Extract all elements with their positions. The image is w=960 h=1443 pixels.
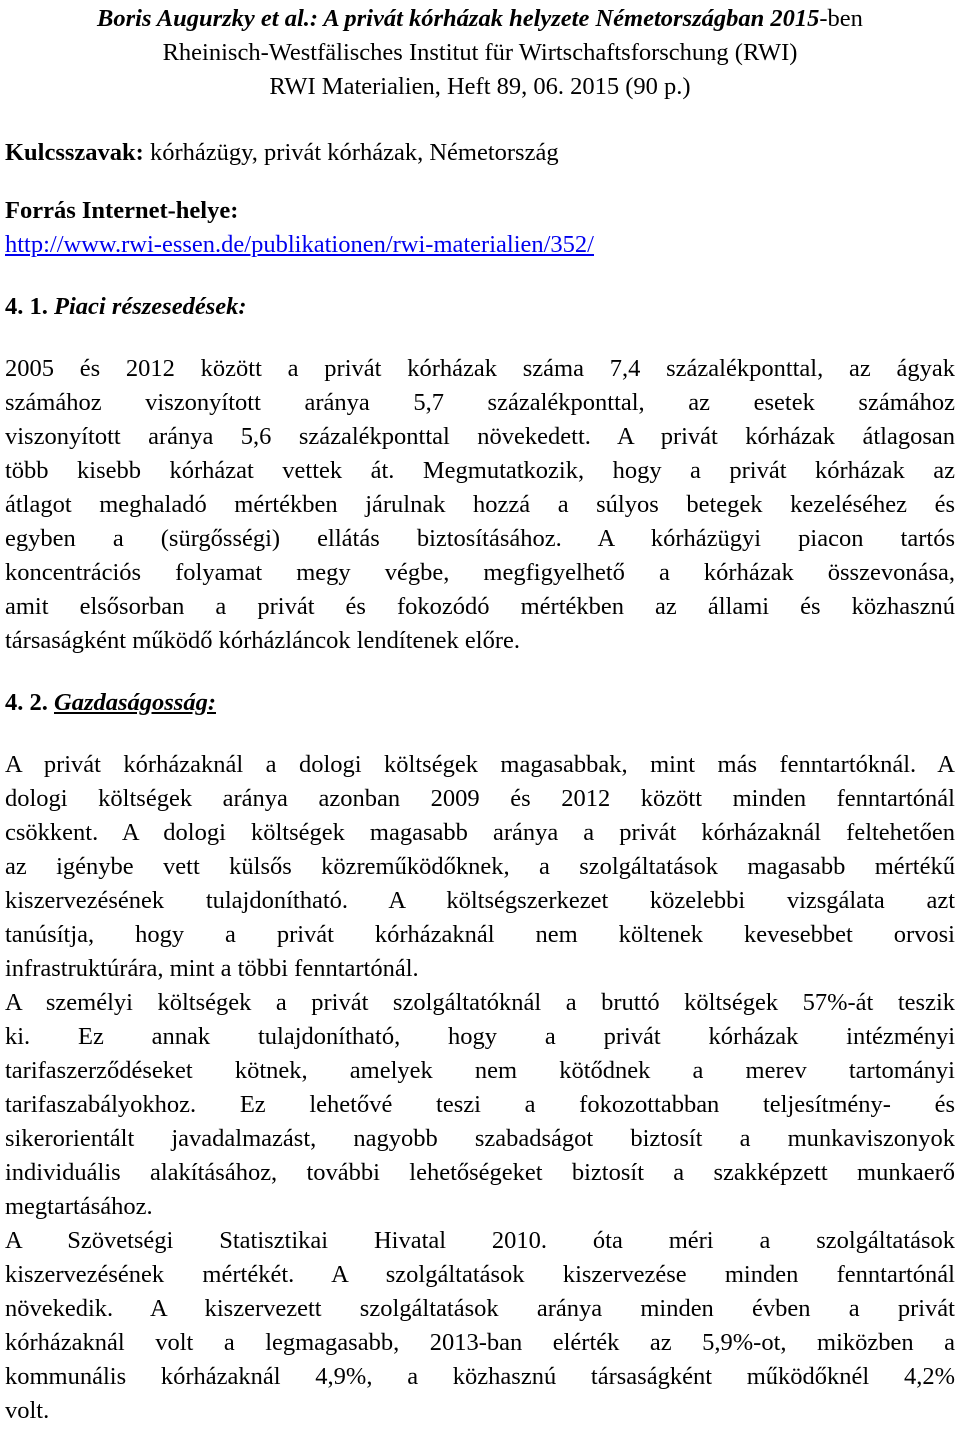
text-line: koncentrációs folyamat megy végbe, megfigyelhető a kórházak összevonása, [5,559,955,586]
section-number: 4. 1. [5,293,54,320]
header-institute: Rheinisch-Westfälisches Institut für Wirtschaftsforschung (RWI) [162,39,798,66]
text-line: volt. [5,1397,50,1424]
text-line: megtartásához. [5,1193,153,1220]
section-title: Gazdaságosság: [54,689,216,716]
text-line: egyben a (sürgősségi) ellátás biztosításához. A kórházügyi piacon tartós [5,525,955,552]
document-header [5,0,955,104]
paragraph-market-share [5,352,955,658]
text-line: kommunális kórházaknál 4,9%, a közhasznú társaságként működőknél 4,2% [5,1363,955,1390]
text-line: sikerorientált javadalmazást, nagyobb szabadságot biztosít a munkaviszonyok [5,1125,955,1152]
text-line: tarifaszabályokhoz. Ez lehetővé teszi a fokozottabban teljesítmény- és [5,1091,955,1118]
text-line: kiszervezésének tulajdonítható. A költségszerkezet közelebbi vizsgálata azt [5,887,955,914]
section-number: 4. 2. [5,689,54,716]
paragraph-economy-2 [5,986,955,1224]
text-line: A személyi költségek a privát szolgáltatóknál a bruttó költségek 57%-át teszik [5,989,955,1016]
header-title: Boris Augurzky et al.: A privát kórházak helyzete Németországban 2015 [97,5,820,32]
text-line: növekedik. A kiszervezett szolgáltatások aránya minden évben a privát [5,1295,955,1322]
text-line: viszonyított aránya 5,6 százalékponttal növekedett. A privát kórházak átlagosan [5,423,955,450]
text-line: 2005 és 2012 között a privát kórházak száma 7,4 százalékponttal, az ágyak [5,355,955,382]
text-line: dologi költségek aránya azonban 2009 és 2012 között minden fenntartónál [5,785,955,812]
source-label: Forrás Internet-helye: [5,197,239,224]
text-line: tarifaszerződéseket kötnek, amelyek nem kötődnek a merev tartományi [5,1057,955,1084]
text-line: társaságként működő kórházláncok lendítenek előre. [5,627,520,654]
text-line: az igénybe vett külsős közreműködőknek, a szolgáltatások magasabb mértékű [5,853,955,880]
source-url-link[interactable]: http://www.rwi-essen.de/publikationen/rwi-materialien/352/ [5,231,594,258]
text-line: ki. Ez annak tulajdonítható, hogy a privát kórházak intézményi [5,1023,955,1050]
text-line: csökkent. A dologi költségek magasabb aránya a privát kórházaknál feltehetően [5,819,955,846]
section-heading-market-share [5,290,955,324]
text-line: tanúsítja, hogy a privát kórházaknál nem költenek kevesebbet orvosi [5,921,955,948]
text-line: számához viszonyított aránya 5,7 százalékponttal, az esetek számához [5,389,955,416]
keywords-value: kórházügy, privát kórházak, Németország [143,139,559,166]
text-line: átlagot meghaladó mértékben járulnak hozzá a súlyos betegek kezeléséhez és [5,491,955,518]
text-line: infrastruktúrára, mint a többi fenntartónál. [5,955,419,982]
paragraph-economy-1 [5,748,955,986]
text-line: kiszervezésének mértékét. A szolgáltatások kiszervezése minden fenntartónál [5,1261,955,1288]
text-line: amit elsősorban a privát és fokozódó mértékben az állami és közhasznú [5,593,955,620]
text-line: A Szövetségi Statisztikai Hivatal 2010. óta méri a szolgáltatások [5,1227,955,1254]
text-line: A privát kórházaknál a dologi költségek magasabbak, mint más fenntartóknál. A [5,751,955,778]
text-line: individuális alakításához, további lehetőségeket biztosít a szakképzett munkaerő [5,1159,955,1186]
keywords-line [5,136,955,170]
section-heading-economy [5,686,955,720]
header-title-line [5,2,955,36]
text-line: több kisebb kórházat vettek át. Megmutatkozik, hogy a privát kórházak az [5,457,955,484]
header-series: RWI Materialien, Heft 89, 06. 2015 (90 p.) [269,73,691,100]
keywords-label: Kulcsszavak: [5,139,144,166]
section-title: Piaci részesedések: [54,293,247,320]
text-line: kórházaknál volt a legmagasabb, 2013-ban elérték az 5,9%-ot, miközben a [5,1329,955,1356]
paragraph-economy-3 [5,1224,955,1428]
header-title-suffix: -ben [819,5,863,32]
